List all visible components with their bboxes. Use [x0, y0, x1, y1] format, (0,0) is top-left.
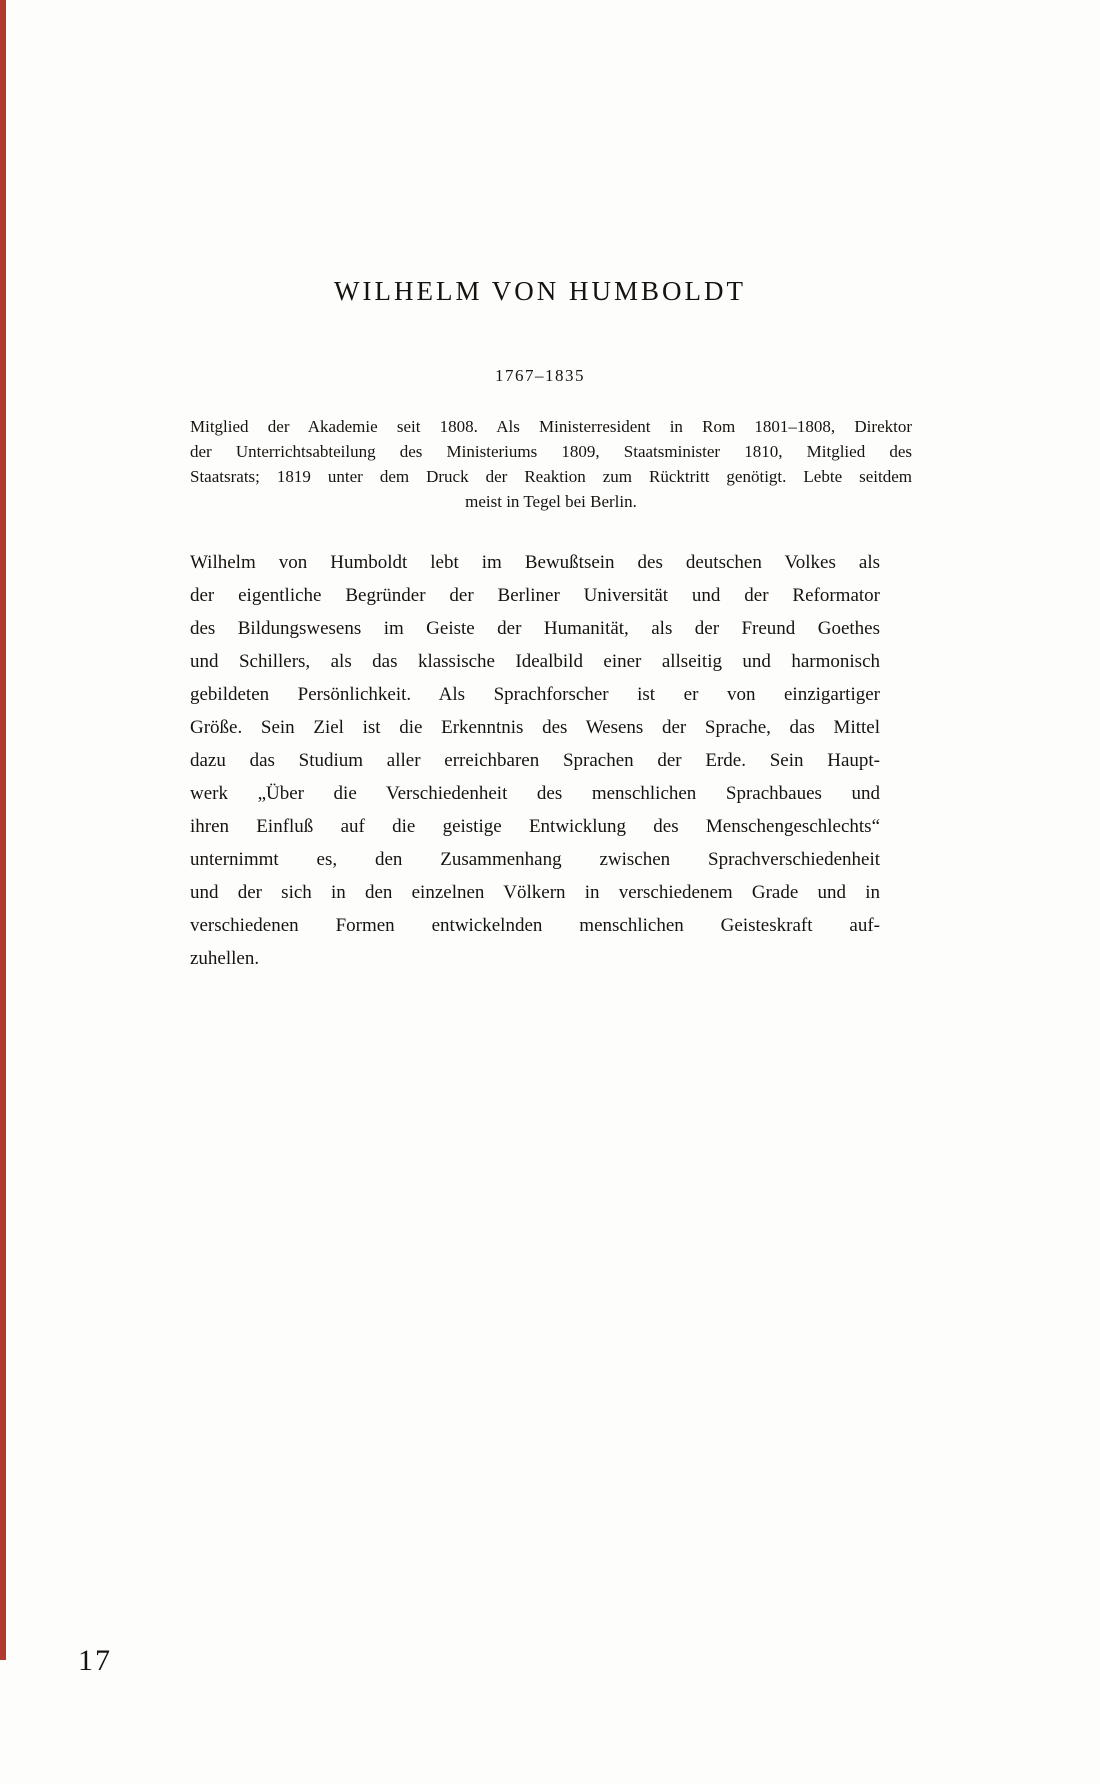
text-line: zuhellen.: [190, 948, 260, 969]
text-line: werk „Über die Verschiedenheit des menschlichen Sprachbaues und: [190, 783, 880, 804]
text-line: Mitglied der Akademie seit 1808. Als Ministerresident in Rom 1801–1808, Direktor: [190, 417, 912, 436]
text-line: gebildeten Persönlichkeit. Als Sprachforscher ist er von einzigartiger: [190, 684, 880, 705]
text-line: der Unterrichtsabteilung des Ministeriums 1809, Staatsminister 1810, Mitglied des: [190, 442, 912, 461]
text-line: ihren Einfluß auf die geistige Entwicklung des Menschengeschlechts“: [190, 816, 880, 837]
life-dates: 1767–1835: [495, 366, 585, 385]
page-title: WILHELM VON HUMBOLDT: [334, 276, 746, 306]
text-line: meist in Tegel bei Berlin.: [465, 492, 637, 511]
bio-paragraph: [190, 414, 912, 514]
text-line: verschiedenen Formen entwickelnden menschlichen Geisteskraft auf-: [190, 915, 880, 936]
text-line: und Schillers, als das klassische Idealbild einer allseitig und harmonisch: [190, 651, 880, 672]
text-line: der eigentliche Begründer der Berliner Universität und der Reformator: [190, 585, 880, 606]
text-line: dazu das Studium aller erreichbaren Sprachen der Erde. Sein Haupt-: [190, 750, 880, 771]
text-line: des Bildungswesens im Geiste der Humanität, als der Freund Goethes: [190, 618, 880, 639]
text-line: Staatsrats; 1819 unter dem Druck der Reaktion zum Rücktritt genötigt. Lebte seitdem: [190, 467, 912, 486]
text-line: unternimmt es, den Zusammenhang zwischen Sprachverschiedenheit: [190, 849, 880, 870]
text-line: Größe. Sein Ziel ist die Erkenntnis des Wesens der Sprache, das Mittel: [190, 717, 880, 738]
main-paragraph: [190, 546, 880, 975]
page-number: 17: [78, 1644, 112, 1677]
left-edge-strip: [0, 0, 6, 1660]
text-line: und der sich in den einzelnen Völkern in verschiedenem Grade und in: [190, 882, 880, 903]
text-line: Wilhelm von Humboldt lebt im Bewußtsein des deutschen Volkes als: [190, 552, 880, 573]
